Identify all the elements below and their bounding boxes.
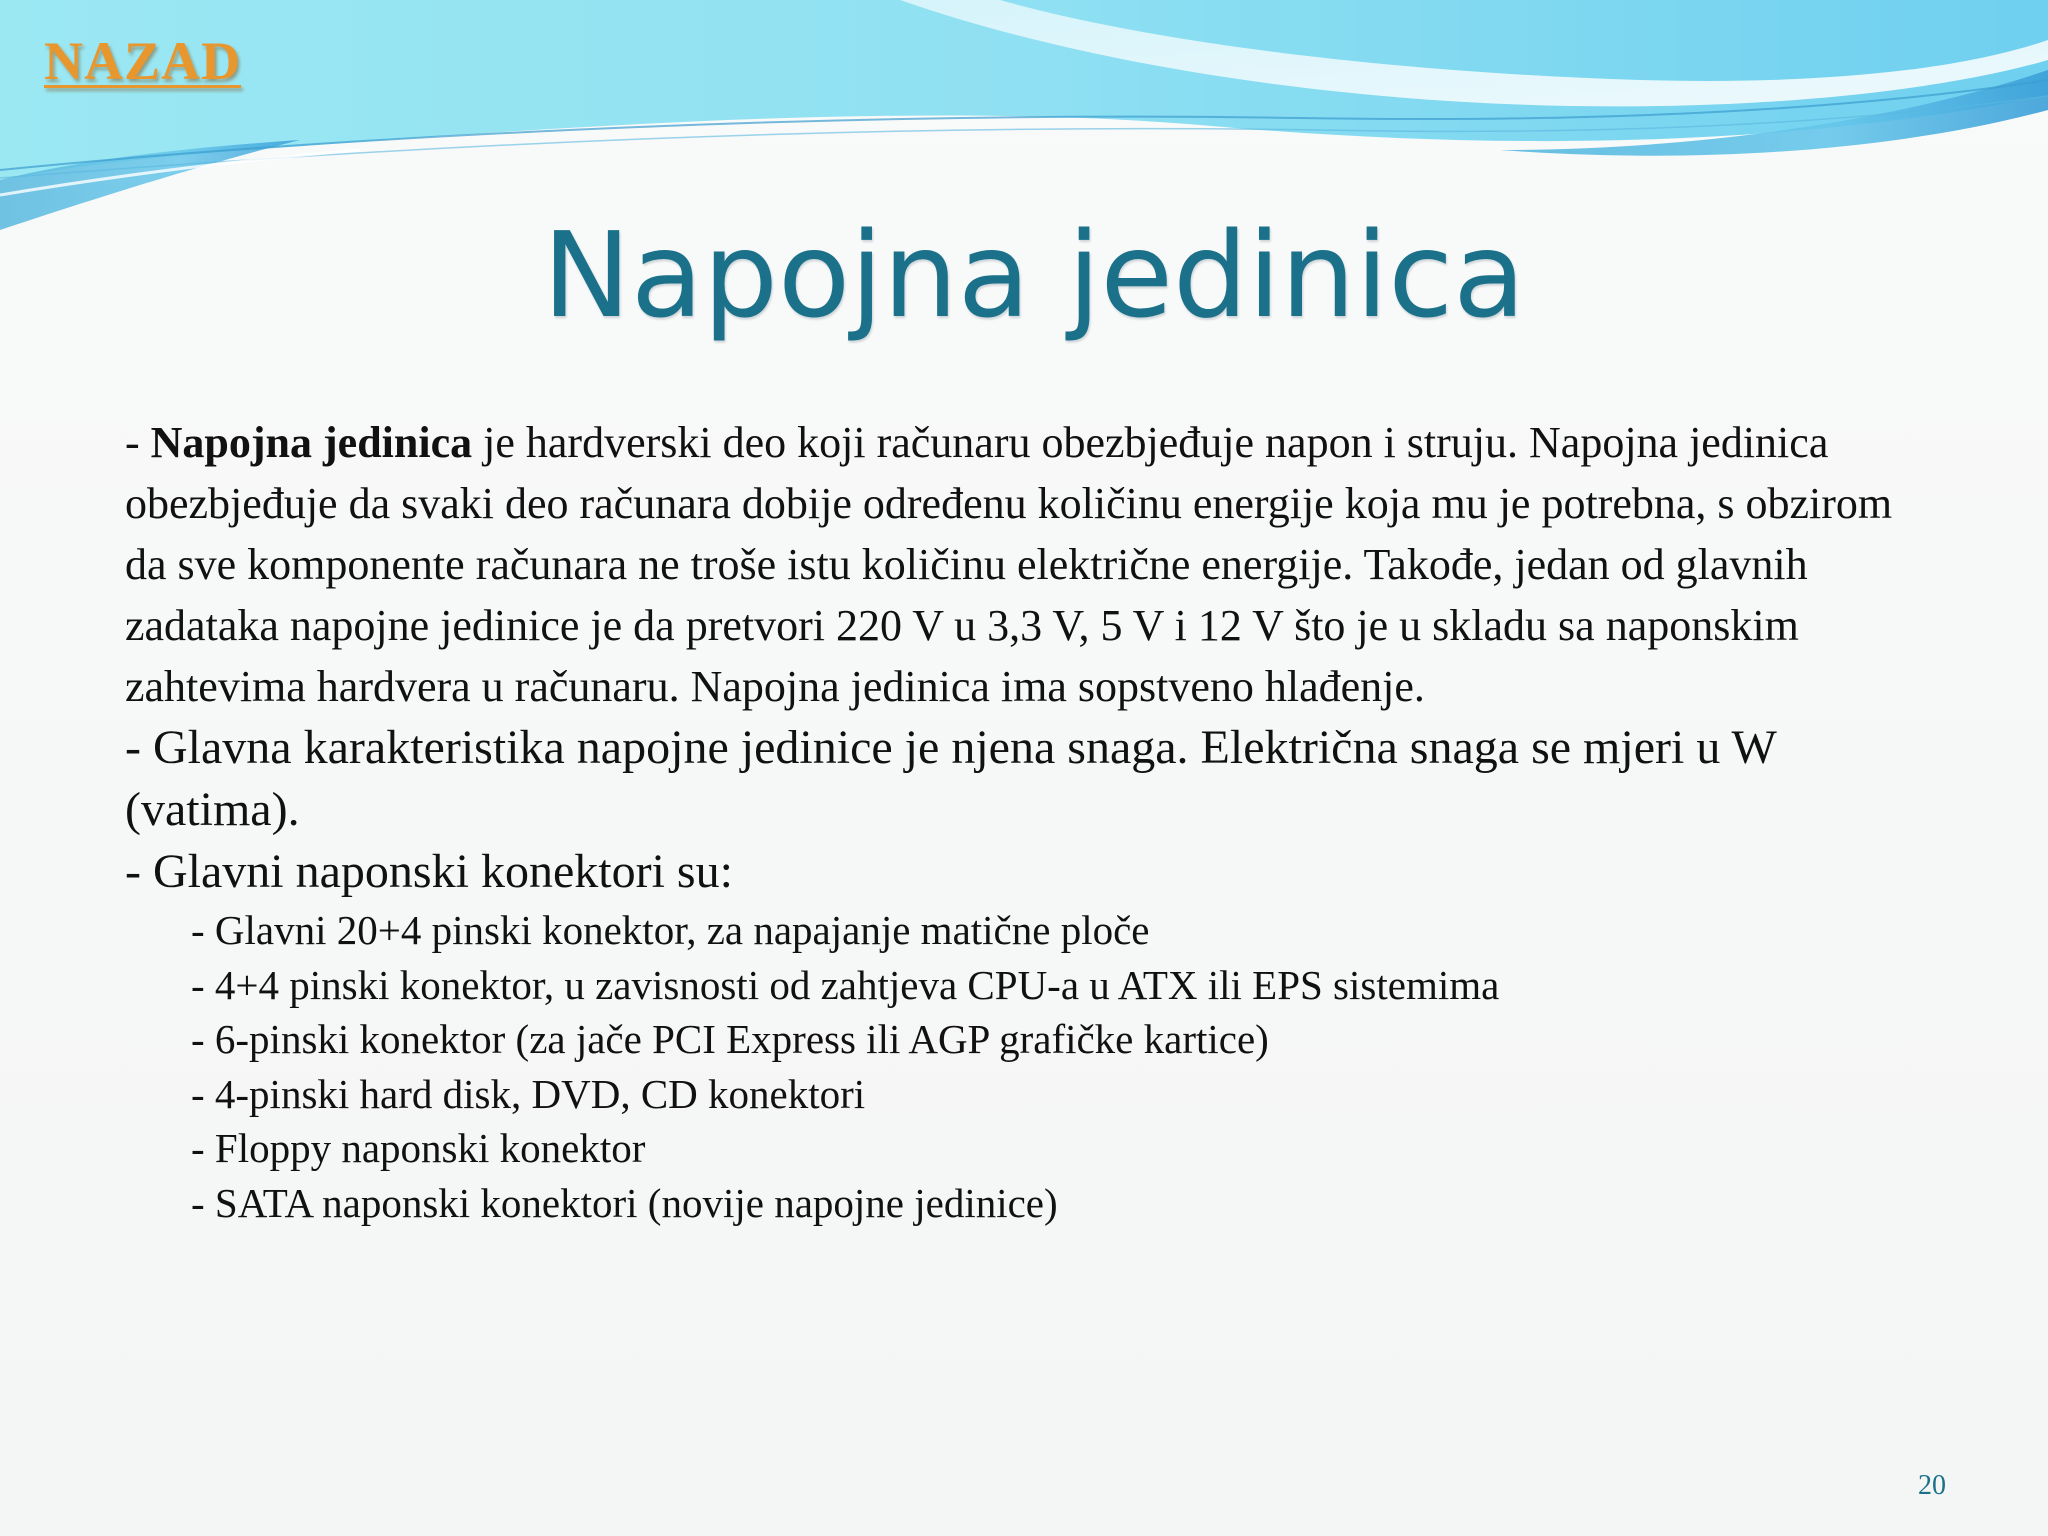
intro-paragraph [125, 412, 1925, 717]
intro-rest: je hardverski deo koji računaru obezbjeđuje napon i struju. Napojna jedinica obezbjeđuje da svaki deo računara dobije određenu količinu energije koja mu je potrebna, s obzirom da sve komponente računara ne troše istu količinu električne energije. Takođe, jedan od glavnih zadataka napojne jedinice je da pretvori 220 V u 3,3 V, 5 V i 12 V što je u skladu sa naponskim zahtevima hardvera u računaru. Napojna jedinica ima sopstveno hlađenje. [125, 418, 1893, 711]
list-item: - 4+4 pinski konektor, u zavisnosti od zahtjeva CPU-a u ATX ili EPS sistemima [191, 961, 1500, 1008]
power-paragraph: - Glavna karakteristika napojne jedinice je njena snaga. Električna snaga se mjeri u W (vatima). [125, 721, 1776, 836]
intro-prefix: - [125, 418, 151, 467]
connectors-heading: - Glavni naponski konektori su: [125, 845, 733, 898]
intro-term: Napojna jedinica [150, 418, 473, 467]
list-item: - Glavni 20+4 pinski konektor, za napajanje matične ploče [191, 907, 1150, 953]
slide-title: Napojna jedinica [542, 206, 1526, 344]
page-number: 20 [1918, 1470, 1946, 1501]
list-item: - 4-pinski hard disk, DVD, CD konektori [191, 1070, 866, 1117]
slide-content [125, 412, 1925, 1230]
list-item: - SATA naponski konektori (novije napojne jedinice) [191, 1179, 1058, 1226]
list-item: - 6-pinski konektor (za jače PCI Express ili AGP grafičke kartice) [191, 1016, 1269, 1062]
list-item: - Floppy naponski konektor [191, 1125, 646, 1171]
nazad-back-button[interactable]: NAZAD [44, 31, 242, 91]
connector-list [125, 903, 1925, 1230]
